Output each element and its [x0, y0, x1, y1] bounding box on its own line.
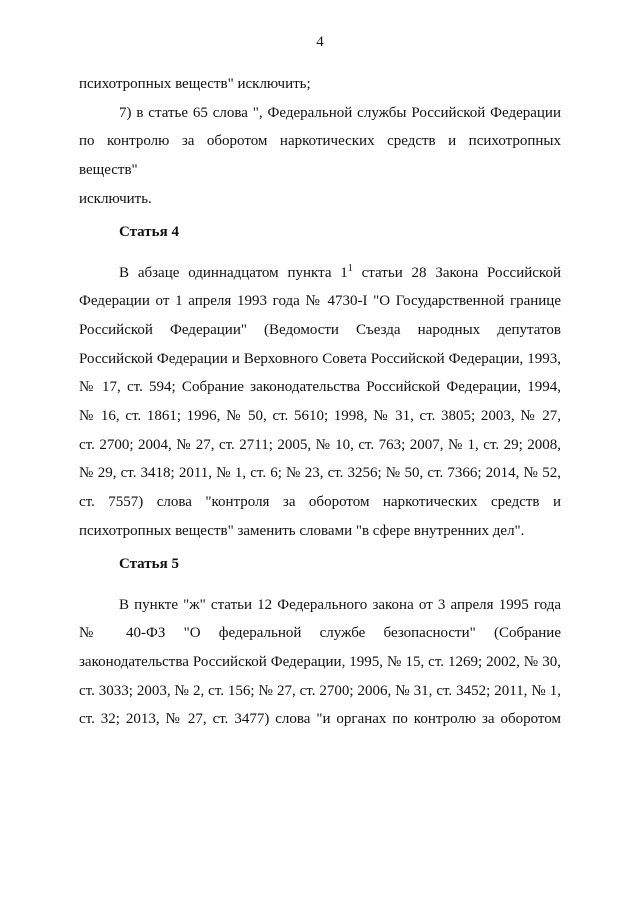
text-line: № 16, ст. 1861; 1996, № 50, ст. 5610; 1998, № 31, ст. 3805; 2003, № 27, — [79, 408, 561, 425]
text-line: ст. 2700; 2004, № 27, ст. 2711; 2005, № 10, ст. 763; 2007, № 1, ст. 29; 2008, — [79, 436, 561, 453]
page-number: 4 — [316, 34, 324, 50]
text-line: ст. 7557) слова "контроля за оборотом наркотических средств и — [79, 494, 561, 511]
text-line: 7) в статье 65 слова ", Федеральной службы Российской Федерации — [119, 104, 561, 121]
text-line: законодательства Российской Федерации, 1995, № 15, ст. 1269; 2002, № 30, — [79, 653, 561, 670]
text-line: ст. 32; 2013, № 27, ст. 3477) слова "и органах по контролю за оборотом — [79, 711, 561, 728]
text-line — [79, 259, 561, 288]
text-line: по контролю за оборотом наркотических средств и психотропных веществ" — [79, 133, 561, 179]
text-line: № 17, ст. 594; Собрание законодательства Российской Федерации, 1994, — [79, 379, 561, 396]
article-heading: Статья 5 — [119, 555, 179, 572]
text-line: психотропных веществ" заменить словами "в сфере внутренних дел". — [79, 522, 525, 539]
text-span: В абзаце одиннадцатом пункта 1 — [119, 264, 348, 281]
superscript: 1 — [347, 262, 353, 274]
text-line: исключить. — [79, 190, 152, 207]
text-line: Российской Федерации и Верховного Совета Российской Федерации, 1993, — [79, 350, 561, 367]
text-line: психотропных веществ" исключить; — [79, 76, 311, 92]
text-span: статьи 28 Закона Российской — [352, 264, 561, 281]
text-line: ст. 3033; 2003, № 2, ст. 156; № 27, ст. 2700; 2006, № 31, ст. 3452; 2011, № 1, — [79, 682, 561, 699]
text-line: Российской Федерации" (Ведомости Съезда народных депутатов — [79, 321, 561, 338]
text-line: № 29, ст. 3418; 2011, № 1, ст. 6; № 23, ст. 3256; № 50, ст. 7366; 2014, № 52, — [79, 465, 561, 482]
text-line: № 40-ФЗ "О федеральной службе безопасности" (Собрание — [79, 625, 561, 642]
text-line: В пункте "ж" статьи 12 Федерального закона от 3 апреля 1995 года — [119, 596, 561, 613]
text-line: Федерации от 1 апреля 1993 года № 4730-I "О Государственной границе — [79, 293, 561, 310]
article-heading: Статья 4 — [119, 223, 179, 240]
document-body — [79, 70, 561, 734]
